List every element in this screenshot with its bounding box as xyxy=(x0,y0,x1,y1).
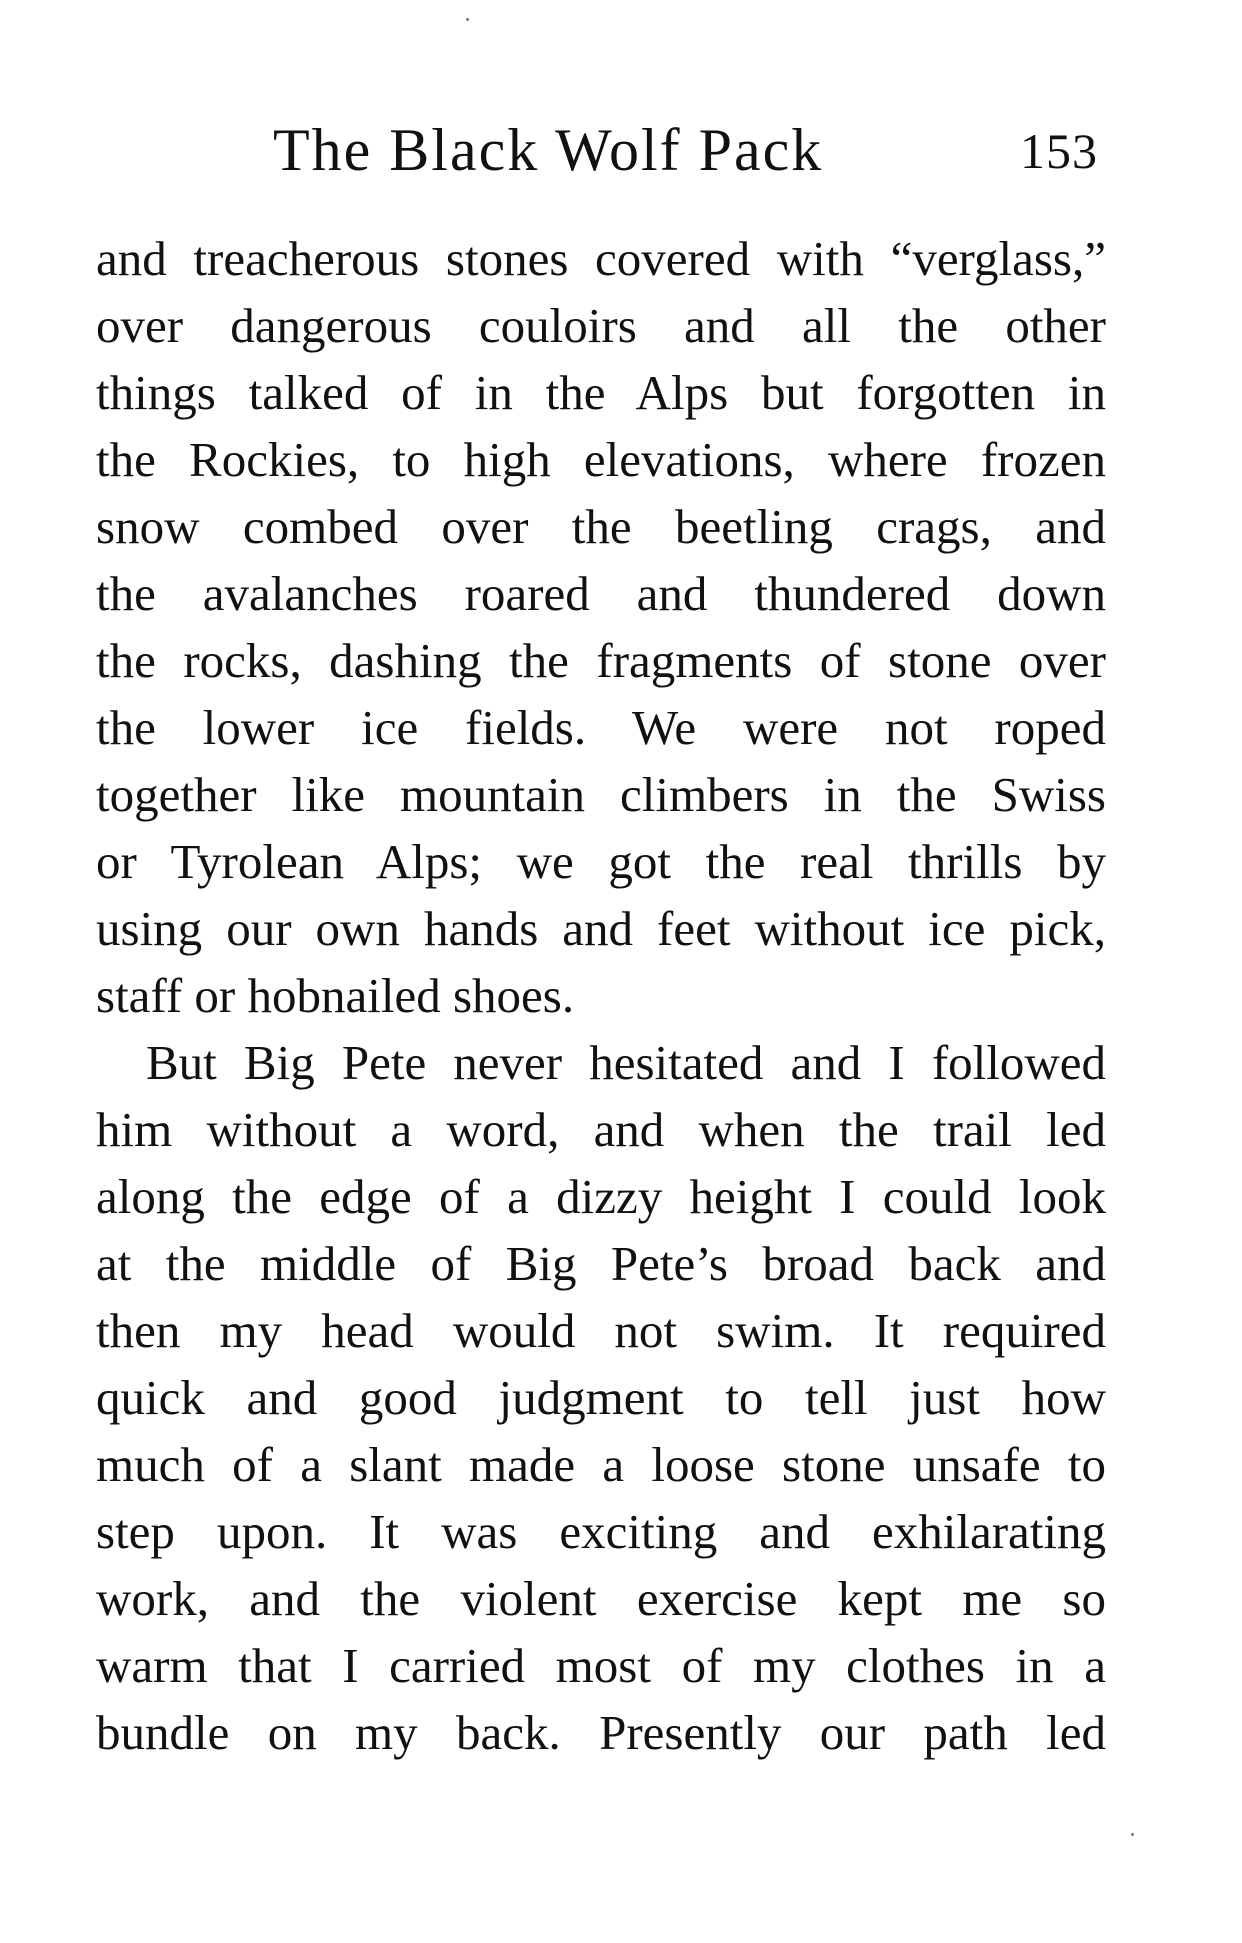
page-header xyxy=(0,110,1242,190)
text-line: and treacherous stones covered with “verglass,” xyxy=(96,231,1106,286)
text-line: much of a slant made a loose stone unsafe to xyxy=(96,1437,1106,1492)
text-line: the avalanches roared and thundered down xyxy=(96,566,1106,621)
text-line: warm that I carried most of my clothes in a xyxy=(96,1638,1106,1693)
text-line: But Big Pete never hesitated and I followed xyxy=(146,1035,1106,1090)
body-text xyxy=(96,225,1106,1766)
text-line: or Tyrolean Alps; we got the real thrills by xyxy=(96,834,1106,889)
text-line: at the middle of Big Pete’s broad back and xyxy=(96,1236,1106,1291)
running-title: The Black Wolf Pack xyxy=(273,117,824,183)
text-line: using our own hands and feet without ice pick, xyxy=(96,901,1106,956)
text-line: step upon. It was exciting and exhilarating xyxy=(96,1504,1106,1559)
text-line: along the edge of a dizzy height I could look xyxy=(96,1169,1106,1224)
paragraph-2 xyxy=(96,1029,1106,1766)
paragraph-1 xyxy=(96,225,1106,1029)
text-line: bundle on my back. Presently our path led xyxy=(96,1705,1106,1760)
text-line: quick and good judgment to tell just how xyxy=(96,1370,1106,1425)
text-line: work, and the violent exercise kept me so xyxy=(96,1571,1106,1626)
text-line: then my head would not swim. It required xyxy=(96,1303,1106,1358)
page-number: 153 xyxy=(1020,123,1098,179)
text-line: him without a word, and when the trail led xyxy=(96,1102,1106,1157)
text-line: over dangerous couloirs and all the other xyxy=(96,298,1106,353)
scan-speck xyxy=(466,18,469,21)
text-line: the rocks, dashing the fragments of stone over xyxy=(96,633,1106,688)
text-line: the Rockies, to high elevations, where frozen xyxy=(96,432,1106,487)
text-line: snow combed over the beetling crags, and xyxy=(96,499,1106,554)
text-line: things talked of in the Alps but forgotten in xyxy=(96,365,1106,420)
scan-speck xyxy=(1131,1833,1134,1836)
text-line: staff or hobnailed shoes. xyxy=(96,968,575,1023)
text-line: together like mountain climbers in the Swiss xyxy=(96,767,1106,822)
text-line: the lower ice fields. We were not roped xyxy=(96,700,1106,755)
